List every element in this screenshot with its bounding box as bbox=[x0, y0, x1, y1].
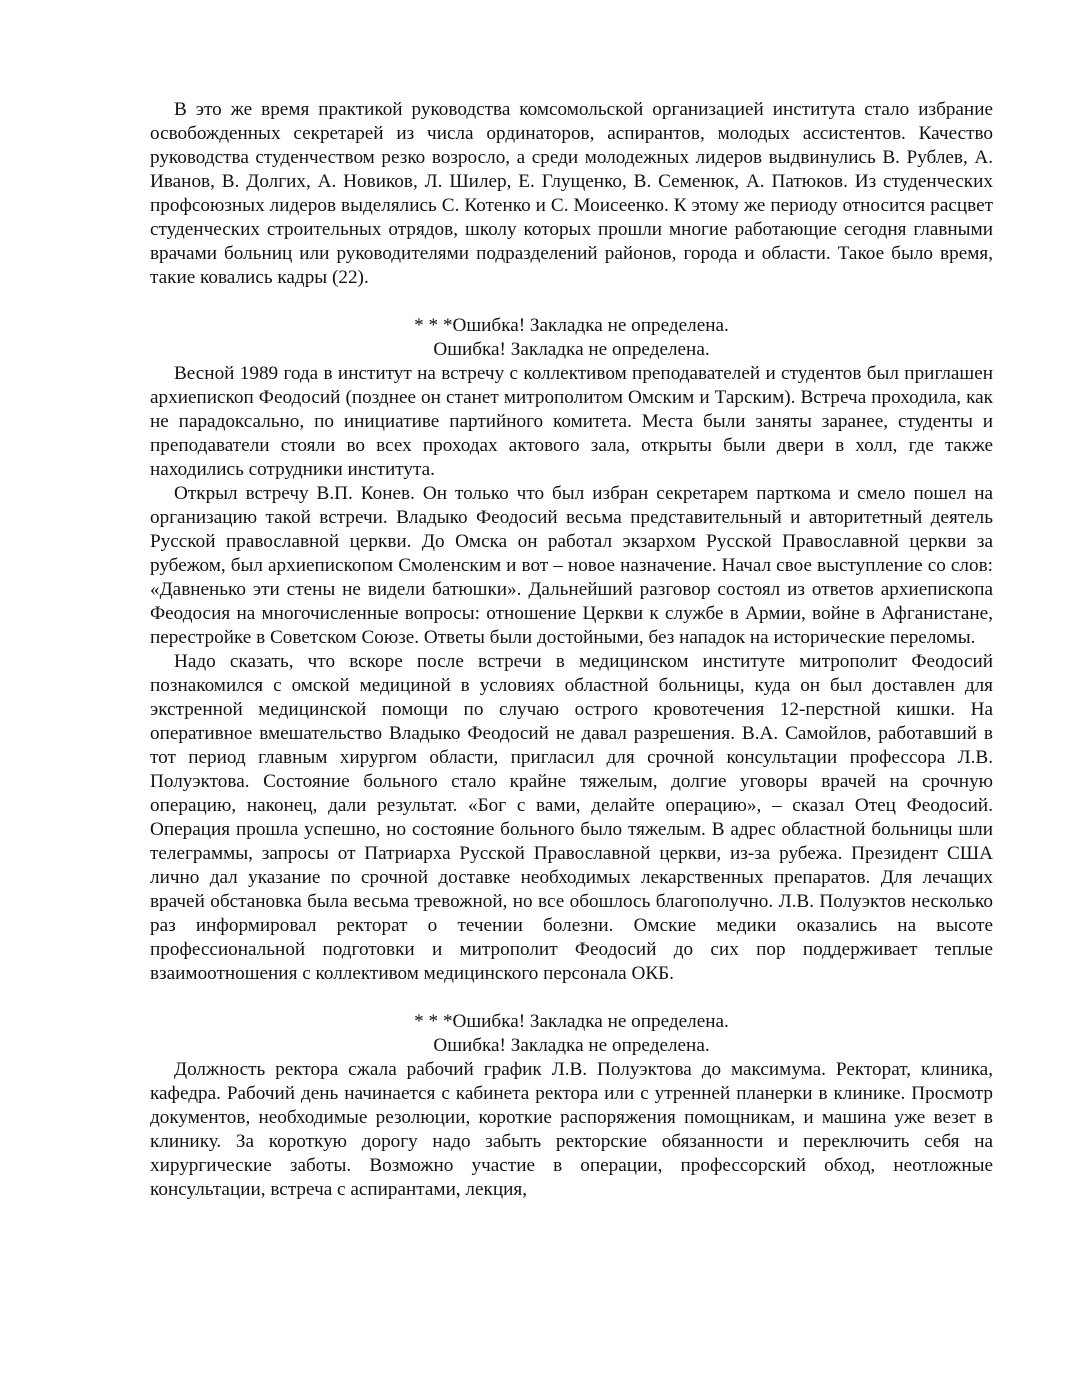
paragraph-konev-opening: Открыл встречу В.П. Конев. Он только что был избран секретарем парткома и смело пошел на организацию такой встречи. Владыко Феодосий весьма представительный и авторитетный деятель Русской православной церкви. До Омска он работал экзархом Русской Православной церкви за рубежом, был архиепископом Смоленским и вот – новое назначение. Начал свое выступление со слов: «Давненько эти стены не видели батюшки». Дальнейший разговор состоял из ответов архиепископа Феодосия на многочисленные вопросы: отношение Церкви к службе в Армии, войне в Афганистане, перестройке в Советском Союзе. Ответы были достойными, без нападок на исторические переломы. bbox=[150, 483, 993, 648]
paragraph-komsomol: В это же время практикой руководства комсомольской организацией института стало избрание освобожденных секретарей из числа ординаторов, аспирантов, молодых ассистентов. Качество руководства студенчеством резко возросло, а среди молодежных лидеров выдвинулись В. Рублев, А. Иванов, В. Долгих, А. Новиков, Л. Шилер, Е. Глущенко, В. Семенюк, А. Патюков. Из студенческих профсоюзных лидеров выделялись С. Котенко и С. Моисеенко. К этому же периоду относится расцвет студенческих строительных отрядов, школу которых прошли многие работающие сегодня главными врачами больниц или руководителями подразделений районов, города и области. Такое было время, такие ковались кадры (22). bbox=[150, 99, 993, 288]
section-separator-2-line-1: * * *Ошибка! Закладка не определена. bbox=[414, 1011, 729, 1032]
paragraph-meeting-1989: Весной 1989 года в институт на встречу с коллективом преподавателей и студентов был приглашен архиепископ Феодосий (позднее он станет митрополитом Омским и Тарским). Встреча проходила, как не парадоксально, по инициативе партийного комитета. Места были заняты заранее, студенты и преподаватели стояли во всех проходах актового зала, открыты были двери в холл, где также находились сотрудники института. bbox=[150, 363, 993, 480]
paragraph-feodosiy-hospital: Надо сказать, что вскоре после встречи в медицинском институте митрополит Феодосий познакомился с омской медициной в условиях областной больницы, куда он был доставлен для экстренной медицинской помощи по случаю острого кровотечения 12-перстной кишки. На оперативное вмешательство Владыко Феодосий не давал разрешения. В.А. Самойлов, работавший в тот период главным хирургом области, пригласил для срочной консультации профессора Л.В. Полуэктова. Состояние больного стало крайне тяжелым, долгие уговоры врачей на срочную операцию, наконец, дали результат. «Бог с вами, делайте операцию», – сказал Отец Феодосий. Операция прошла успешно, но состояние больного было тяжелым. В адрес областной больницы шли телеграммы, запросы от Патриарха Русской Православной церкви, из-за рубежа. Президент США лично дал указание по срочной доставке необходимых лекарственных препаратов. Для лечащих врачей обстановка была весьма тревожной, но все обошлось благополучно. Л.В. Полуэктов несколько раз информировал ректорат о течении болезни. Омские медики оказались на высоте профессиональной подготовки и митрополит Феодосий до сих пор поддерживает теплые взаимоотношения с коллективом медицинского персонала ОКБ. bbox=[150, 651, 993, 984]
document-page bbox=[150, 98, 993, 1202]
blank-line bbox=[150, 290, 993, 314]
blank-line bbox=[150, 986, 993, 1010]
section-separator-1-line-2: Ошибка! Закладка не определена. bbox=[433, 339, 710, 360]
paragraph-rector-schedule: Должность ректора сжала рабочий график Л.В. Полуэктова до максимума. Ректорат, клиника, кафедра. Рабочий день начинается с кабинета ректора или с утренней планерки в клинике. Просмотр документов, необходимые резолюции, короткие распоряжения помощникам, и машина уже везет в клинику. За короткую дорогу надо забыть ректорские обязанности и переключить себя на хирургические заботы. Возможно участие в операции, профессорский обход, неотложные консультации, встреча с аспирантами, лекция, bbox=[150, 1059, 993, 1200]
section-separator-1-line-1: * * *Ошибка! Закладка не определена. bbox=[414, 315, 729, 336]
section-separator-2-line-2: Ошибка! Закладка не определена. bbox=[433, 1035, 710, 1056]
